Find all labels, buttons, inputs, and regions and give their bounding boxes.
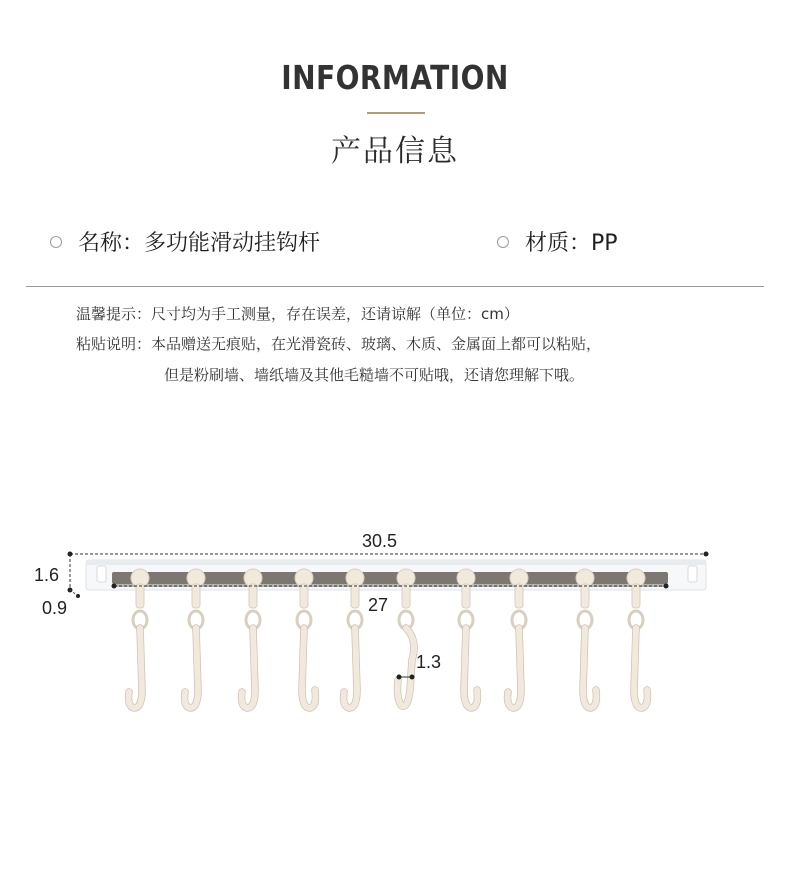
heading-underline	[367, 112, 425, 114]
note-adhesive-cont: 但是粉刷墙、墙纸墙及其他毛糙墙不可贴哦，还请您理解下哦。	[164, 366, 585, 384]
heading-cn: 产品信息	[331, 134, 459, 169]
spec-material	[497, 226, 618, 257]
circle-bullet-icon	[497, 236, 509, 248]
note-measurement: 温馨提示：尺寸均为手工测量，存在误差，还请谅解（单位：cm）	[76, 305, 519, 323]
spec-name-text: 名称：多功能滑动挂钩杆	[78, 231, 321, 256]
dim-height: 1.6	[34, 565, 60, 585]
circle-bullet-icon	[50, 236, 62, 248]
spec-material-text: 材质：PP	[525, 231, 618, 256]
dim-total-length: 30.5	[362, 531, 398, 551]
heading-en: INFORMATION	[281, 58, 509, 97]
dim-depth: 0.9	[42, 598, 68, 618]
dim-hook-width: 1.3	[416, 652, 442, 672]
spec-name	[50, 226, 320, 257]
product-diagram	[0, 520, 790, 740]
note-adhesive: 粘贴说明：本品赠送无痕贴，在光滑瓷砖、玻璃、木质、金属面上都可以粘贴，	[76, 335, 602, 353]
dim-rail-length: 27	[368, 595, 389, 615]
section-divider	[26, 286, 764, 287]
